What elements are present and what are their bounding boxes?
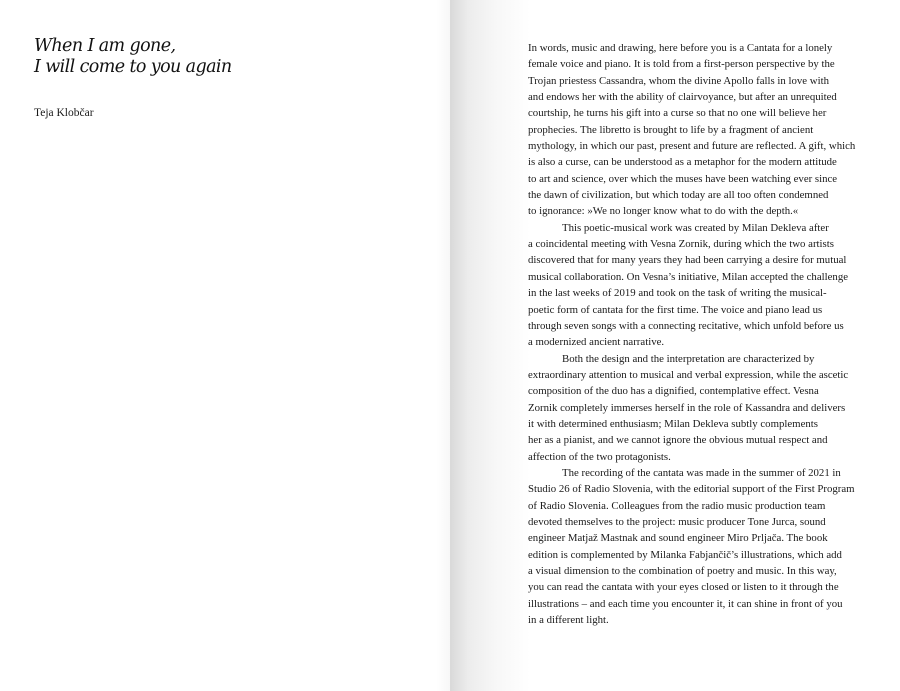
text-line: female voice and piano. It is told from a first-person perspective by the xyxy=(528,58,835,71)
text-line: of Radio Slovenia. Colleagues from the radio music production team xyxy=(528,499,826,512)
text-line: extraordinary attention to musical and verbal expression, while the ascetic xyxy=(528,368,849,381)
text-line: composition of the duo has a dignified, contemplative effect. Vesna xyxy=(528,385,819,398)
text-line: in a different light. xyxy=(528,614,609,627)
text-line: the dawn of civilization, but which today are all too often condemned xyxy=(528,189,829,202)
text-line: affection of the two protagonists. xyxy=(528,450,671,463)
text-line: devoted themselves to the project: music producer Tone Jurca, sound xyxy=(528,515,826,528)
text-line: illustrations – and each time you encounter it, it can shine in front of you xyxy=(528,597,843,610)
title-line-2: I will come to you again xyxy=(34,57,232,77)
text-line: courtship, he turns his gift into a curse so that no one will believe her xyxy=(528,107,827,120)
text-line: engineer Matjaž Mastnak and sound engineer Miro Prljača. The book xyxy=(528,532,828,545)
book-title xyxy=(34,36,232,78)
text-line: Zornik completely immerses herself in the role of Kassandra and delivers xyxy=(528,401,846,414)
text-line: Trojan priestess Cassandra, whom the divine Apollo falls in love with xyxy=(528,74,829,87)
body-text xyxy=(528,40,873,628)
text-line: musical collaboration. On Vesna’s initiative, Milan accepted the challenge xyxy=(528,270,849,283)
text-line: in the last weeks of 2019 and took on the task of writing the musical- xyxy=(528,287,827,300)
text-line: to ignorance: »We no longer know what to do with the depth.« xyxy=(528,205,799,218)
text-line: mythology, in which our past, present and future are reflected. A gift, which xyxy=(528,140,856,153)
text-line: and endows her with the ability of clairvoyance, but after an unrequited xyxy=(528,91,837,104)
text-line: prophecies. The libretto is brought to life by a fragment of ancient xyxy=(528,123,814,136)
text-line: her as a pianist, and we cannot ignore the obvious mutual respect and xyxy=(528,434,828,447)
author-name: Teja Klobčar xyxy=(34,107,94,119)
text-line: In words, music and drawing, here before you is a Cantata for a lonely xyxy=(528,42,833,54)
text-line: is also a curse, can be understood as a metaphor for the modern attitude xyxy=(528,156,837,169)
gutter-shadow xyxy=(436,0,450,691)
text-line: Both the design and the interpretation are characterized by xyxy=(562,352,815,365)
text-line: edition is complemented by Milanka Fabjančič’s illustrations, which add xyxy=(528,548,842,561)
text-line: Studio 26 of Radio Slovenia, with the editorial support of the First Program xyxy=(528,483,855,496)
text-line: to art and science, over which the muses have been watching ever since xyxy=(528,172,838,185)
text-line: a visual dimension to the combination of poetry and music. In this way, xyxy=(528,565,837,577)
text-line: you can read the cantata with your eyes closed or listen to it through the xyxy=(528,581,839,594)
text-line: it with determined enthusiasm; Milan Dekleva subtly complements xyxy=(528,417,818,430)
text-line: This poetic-musical work was created by Milan Dekleva after xyxy=(562,221,829,234)
text-line: a coincidental meeting with Vesna Zornik, during which the two artists xyxy=(528,238,834,251)
text-line: through seven songs with a connecting recitative, which unfold before us xyxy=(528,319,844,332)
text-line: The recording of the cantata was made in the summer of 2021 in xyxy=(562,466,841,479)
text-line: discovered that for many years they had been carrying a desire for mutual xyxy=(528,254,847,267)
text-line: a modernized ancient narrative. xyxy=(528,336,665,349)
title-line-1: When I am gone, xyxy=(34,36,176,56)
text-line: poetic form of cantata for the first time. The voice and piano lead us xyxy=(528,303,823,316)
